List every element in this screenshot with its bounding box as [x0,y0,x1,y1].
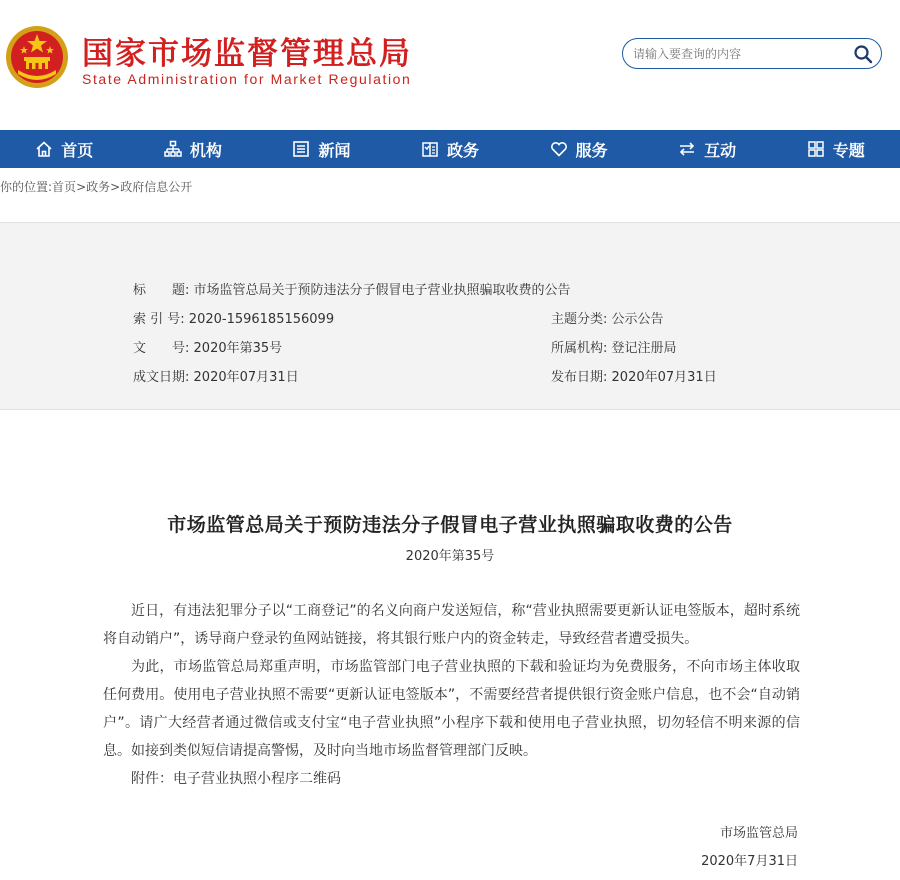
news-icon [292,140,310,158]
info-doc-number-value: 2020年第35号 [193,341,283,356]
info-title-value: 市场监管总局关于预防违法分子假冒电子营业执照骗取收费的公告 [193,283,571,298]
info-created-row [133,366,299,385]
nav-item-affairs[interactable] [386,130,515,168]
heart-icon [550,140,568,158]
article-paragraph: 为此，市场监管总局郑重声明，市场监管部门电子营业执照的下载和验证均为免费服务，不向市场主体收取任何费用。使用电子营业执照不需要“更新认证电签版本”，不需要经营者提供银行资金账户信息，也不会“自动销户”。请广大经营者通过微信或支付宝“电子营业执照”小程序下载和使用电子营业执照，切勿轻信不明来源的信息。如接到类似短信请提高警惕，及时向当地市场监督管理部门反映。 [103,659,800,759]
article-paragraph: 近日，有违法犯罪分子以“工商登记”的名义向商户发送短信，称“营业执照需要更新认证电签版本，超时系统将自动销户”，诱导商户登录钓鱼网站链接，将其银行账户内的资金转走，导致经营者遭受损失。 [103,603,800,647]
affairs-icon [421,140,439,158]
exchange-icon [678,140,696,158]
info-org-row [551,337,677,356]
nav-label: 专题 [832,140,865,160]
breadcrumb [0,178,192,195]
nav-label: 政务 [447,140,480,160]
info-published-label: 发布日期: [551,370,608,385]
article-title: 市场监管总局关于预防违法分子假冒电子营业执照骗取收费的公告 [167,514,733,536]
info-title-row [133,279,571,298]
breadcrumb-prefix: 你的位置: [0,180,53,194]
signature-date: 2020年7月31日 [701,854,798,869]
nav-label: 首页 [61,140,94,160]
search-box [622,38,882,69]
site-title[interactable]: 国家市场监督管理总局 [82,36,412,72]
info-topic-row [551,308,664,327]
nav-label: 服务 [575,140,608,160]
nav-item-home[interactable] [0,130,129,168]
breadcrumb-separator: > [76,180,87,194]
info-doc-number-row [133,337,282,356]
info-published-value: 2020年07月31日 [611,370,717,385]
info-topic-label: 主题分类: [551,312,608,327]
info-title-label: 标 题: [133,283,190,298]
info-org-value: 登记注册局 [611,341,677,356]
search-input[interactable] [633,44,848,64]
home-icon [35,140,53,158]
info-topic-value: 公示公告 [611,312,664,327]
info-index-value: 2020-1596185156099 [188,312,335,327]
info-index-row [133,308,334,327]
search-icon[interactable] [853,44,873,64]
nav-label: 机构 [189,140,222,160]
article-attachment[interactable]: 附件：电子营业执照小程序二维码 [131,771,341,787]
info-created-label: 成文日期: [133,370,190,385]
nav-item-interaction[interactable] [643,130,772,168]
nav-item-service[interactable] [514,130,643,168]
info-index-label: 索 引 号: [133,312,185,327]
breadcrumb-home-link[interactable]: 首页 [52,180,77,194]
info-created-value: 2020年07月31日 [193,370,299,385]
breadcrumb-info-link[interactable]: 政府信息公开 [120,180,193,194]
breadcrumb-separator: > [110,180,121,194]
nav-item-topics[interactable] [771,130,900,168]
info-doc-number-label: 文 号: [133,341,190,356]
nav-label: 互动 [704,140,737,160]
site-header [0,0,900,130]
info-published-row [551,366,717,385]
breadcrumb-affairs-link[interactable]: 政务 [86,180,111,194]
nav-item-news[interactable] [257,130,386,168]
nav-label: 新闻 [318,140,351,160]
national-emblem-icon[interactable] [4,24,70,90]
topic-icon [807,140,825,158]
article-body [103,597,800,793]
nav-item-org[interactable] [129,130,258,168]
signature-org: 市场监管总局 [719,826,798,841]
site-title-english[interactable]: State Administration for Market Regulation [82,71,412,87]
org-icon [164,140,182,158]
document-info-panel [0,222,900,410]
main-nav [0,130,900,168]
info-org-label: 所属机构: [551,341,608,356]
article-doc-number: 2020年第35号 [405,549,495,564]
